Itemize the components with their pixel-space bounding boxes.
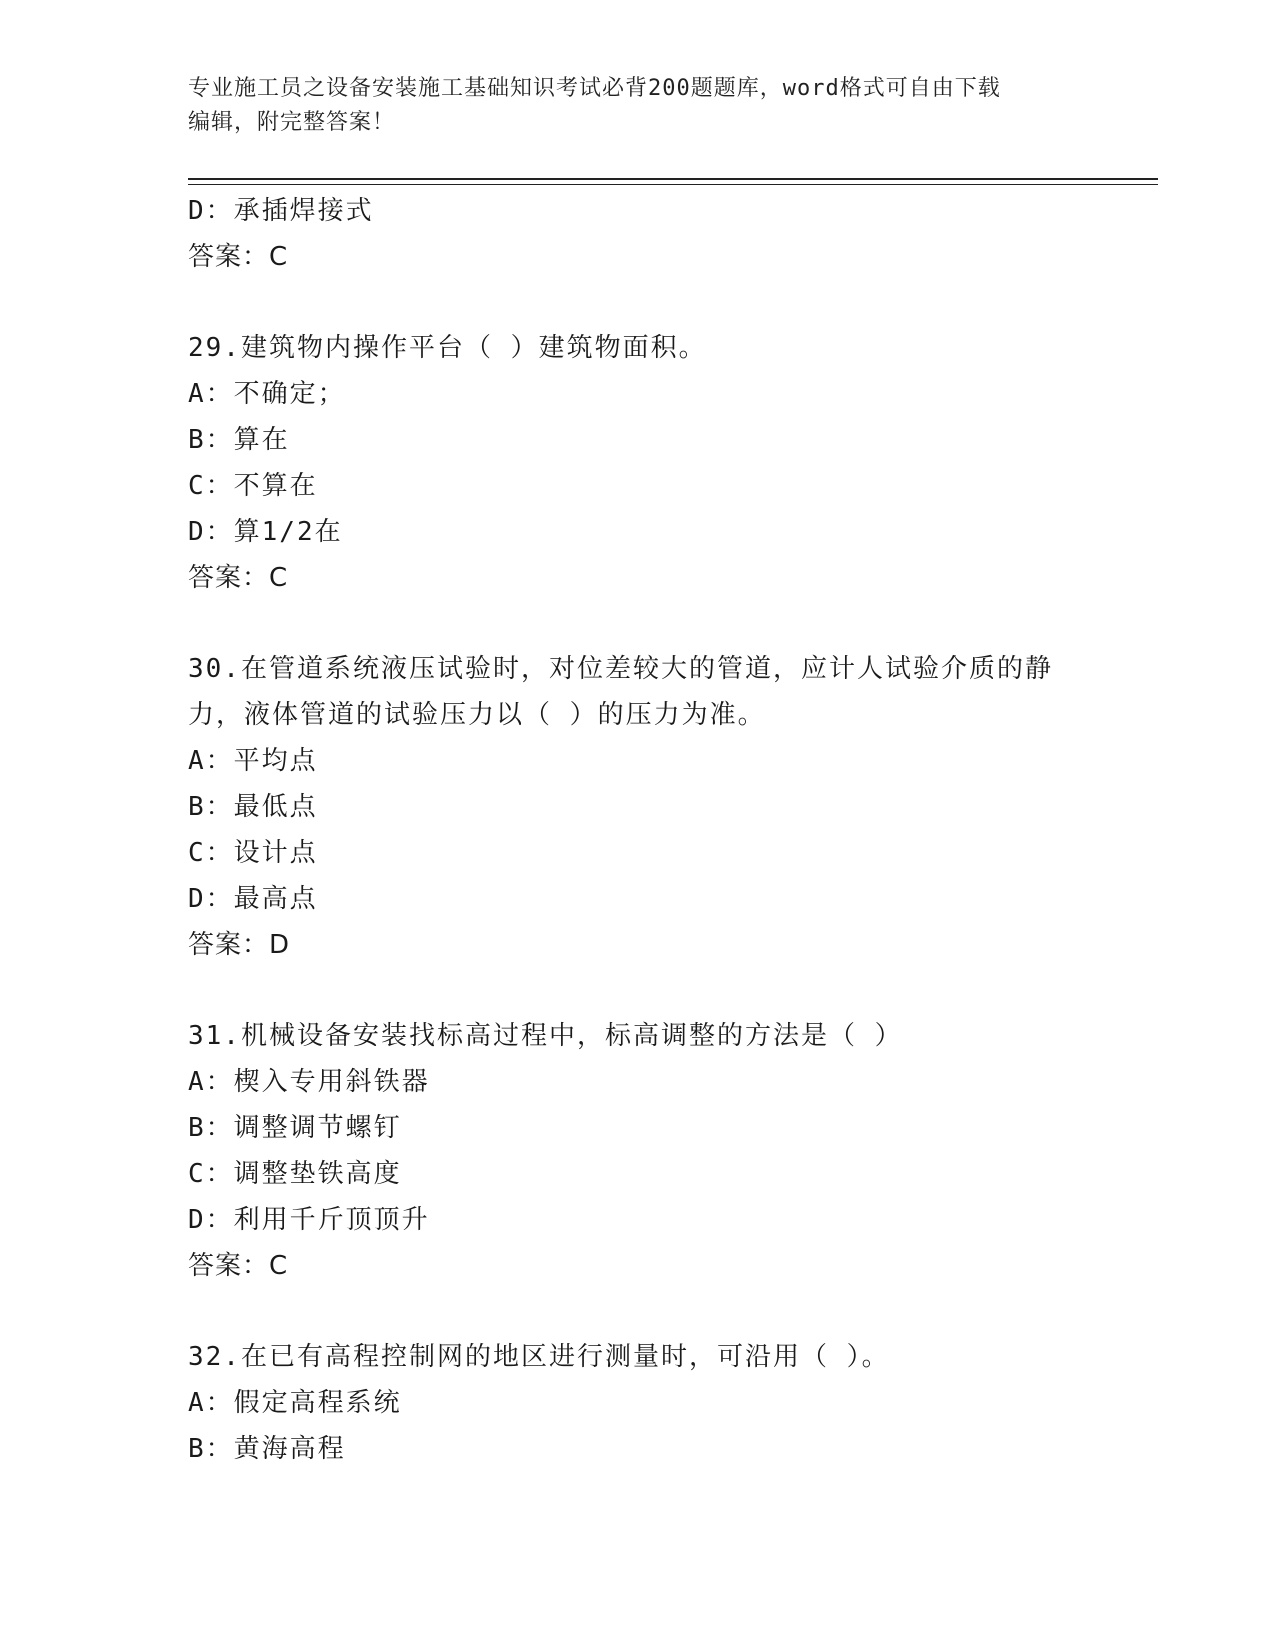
question-stem-line-2: 力，液体管道的试验压力以（ ）的压力为准。 (188, 700, 766, 730)
option-a: A：楔入专用斜铁器 (188, 1067, 430, 1097)
question-stem-line-1: 30.在管道系统液压试验时，对位差较大的管道，应计人试验介质的静 (188, 654, 1053, 684)
question-32 (188, 1334, 1088, 1472)
option-d: D：算1/2在 (188, 517, 343, 547)
option-a: A：平均点 (188, 746, 318, 776)
answer: 答案：C (188, 1251, 289, 1281)
option-d: D：承插焊接式 (188, 196, 374, 226)
answer: 答案：D (188, 930, 291, 960)
question-30 (188, 646, 1088, 968)
answer: 答案：C (188, 242, 289, 272)
question-stem: 29.建筑物内操作平台（ ）建筑物面积。 (188, 333, 707, 363)
option-a: A：假定高程系统 (188, 1388, 402, 1418)
question-stem: 31.机械设备安装找标高过程中，标高调整的方法是（ ） (188, 1021, 903, 1051)
option-b: B：最低点 (188, 792, 318, 822)
option-c: C：调整垫铁高度 (188, 1159, 402, 1189)
option-b: B：调整调节螺钉 (188, 1113, 402, 1143)
answer: 答案：C (188, 563, 289, 593)
header-divider-thick (188, 178, 1158, 180)
question-31 (188, 1013, 1088, 1289)
header-line-1: 专业施工员之设备安装施工基础知识考试必背200题题库，word格式可自由下载 (188, 76, 1001, 101)
question-28-fragment (188, 188, 1088, 280)
question-list (188, 188, 1088, 1472)
option-a: A：不确定； (188, 379, 346, 409)
option-d: D：利用千斤顶顶升 (188, 1205, 430, 1235)
option-d: D：最高点 (188, 884, 318, 914)
option-c: C：设计点 (188, 838, 318, 868)
question-29 (188, 325, 1088, 601)
option-b: B：算在 (188, 425, 290, 455)
question-stem: 32.在已有高程控制网的地区进行测量时，可沿用（ ）。 (188, 1342, 890, 1372)
header-line-2: 编辑，附完整答案！ (188, 110, 396, 135)
option-c: C：不算在 (188, 471, 318, 501)
document-header (188, 72, 1068, 140)
header-divider-thin (188, 184, 1158, 185)
option-b: B：黄海高程 (188, 1434, 346, 1464)
